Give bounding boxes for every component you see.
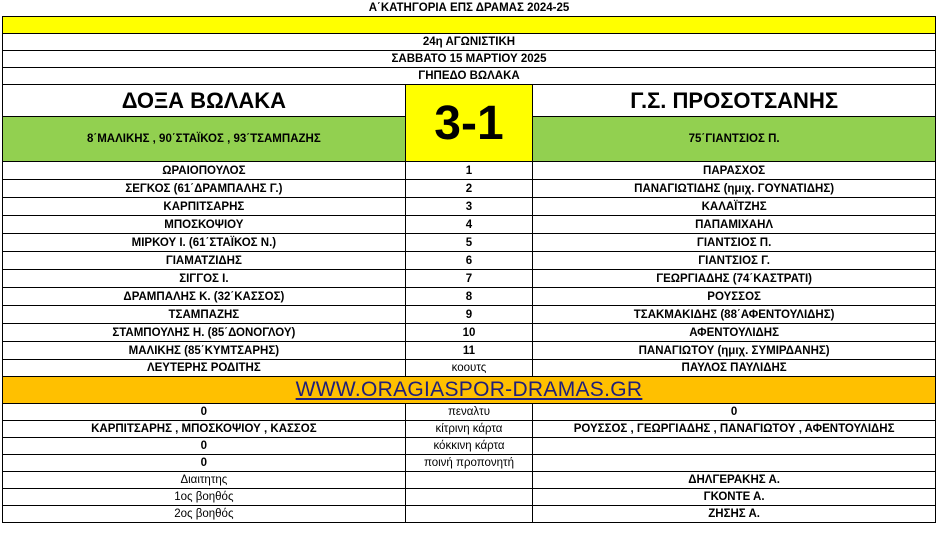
stat-label: πεναλτυ	[405, 404, 532, 421]
home-player: ΣΙΓΓΟΣ Ι.	[3, 270, 406, 288]
away-stat	[533, 438, 936, 455]
official-role: 1ος βοηθός	[3, 489, 406, 506]
yellow-band-row	[3, 17, 936, 34]
official-gap	[405, 472, 532, 489]
shirt-number: 5	[405, 234, 532, 252]
stat-label: ποινή προπονητή	[405, 455, 532, 472]
official-row	[3, 506, 936, 523]
shirt-number: 3	[405, 198, 532, 216]
shirt-number: 7	[405, 270, 532, 288]
official-gap	[405, 506, 532, 523]
away-player: ΠΑΡΑΣΧΟΣ	[533, 162, 936, 180]
away-coach: ΠΑΥΛΟΣ ΠΑΥΛΙΔΗΣ	[533, 360, 936, 377]
venue: ΓΗΠΕΔΟ ΒΩΛΑΚΑ	[3, 68, 936, 85]
away-player: ΓΙΑΝΤΣΙΟΣ Γ.	[533, 252, 936, 270]
home-stat: 0	[3, 438, 406, 455]
official-name: ΓΚΟΝΤΕ Α.	[533, 489, 936, 506]
lineup-row	[3, 180, 936, 198]
stat-row	[3, 438, 936, 455]
official-gap	[405, 489, 532, 506]
official-role: Διαιτητης	[3, 472, 406, 489]
shirt-number: 4	[405, 216, 532, 234]
lineup-row	[3, 306, 936, 324]
lineup-row	[3, 198, 936, 216]
away-player: ΠΑΝΑΓΙΩΤΙΔΗΣ (ημιχ. ΓΟΥΝΑΤΙΔΗΣ)	[533, 180, 936, 198]
shirt-number: 2	[405, 180, 532, 198]
home-player: ΜΠΟΣΚΟΨΙΟΥ	[3, 216, 406, 234]
home-player: ΔΡΑΜΠΑΛΗΣ Κ. (32΄ΚΑΣΣΟΣ)	[3, 288, 406, 306]
home-stat: 0	[3, 455, 406, 472]
home-stat: 0	[3, 404, 406, 421]
home-stat: ΚΑΡΠΙΤΣΑΡΗΣ , ΜΠΟΣΚΟΨΙΟΥ , ΚΑΣΣΟΣ	[3, 421, 406, 438]
home-player: ΩΡΑΙΟΠΟΥΛΟΣ	[3, 162, 406, 180]
shirt-number: 9	[405, 306, 532, 324]
league-title-row	[3, 0, 936, 17]
shirt-number: 11	[405, 342, 532, 360]
match-date: ΣΑΒΒΑΤΟ 15 ΜΑΡΤΙΟΥ 2025	[3, 51, 936, 68]
away-player: ΚΑΛΑΪΤΖΗΣ	[533, 198, 936, 216]
official-role: 2ος βοηθός	[3, 506, 406, 523]
home-team-name: ΔΟΞΑ ΒΩΛΑΚΑ	[3, 85, 406, 117]
away-stat	[533, 455, 936, 472]
home-player: ΜΑΛΙΚΗΣ (85΄ΚΥΜΤΣΑΡΗΣ)	[3, 342, 406, 360]
final-score: 3-1	[405, 85, 532, 162]
away-player: ΠΑΝΑΓΙΩΤΟΥ (ημιχ. ΣΥΜΙΡΔΑΝΗΣ)	[533, 342, 936, 360]
home-scorers: 8΄ΜΑΛΙΚΗΣ , 90΄ΣΤΑΪΚΟΣ , 93΄ΤΣΑΜΠΑΖΗΣ	[3, 117, 406, 162]
away-stat: ΡΟΥΣΣΟΣ , ΓΕΩΡΓΙΑΔΗΣ , ΠΑΝΑΓΙΩΤΟΥ , ΑΦΕΝΤΟΥΛΙΔΗΣ	[533, 421, 936, 438]
yellow-band	[3, 17, 936, 34]
home-player: ΓΙΑΜΑΤΖΙΔΗΣ	[3, 252, 406, 270]
lineup-row	[3, 252, 936, 270]
shirt-number: 10	[405, 324, 532, 342]
lineup-row	[3, 324, 936, 342]
official-row	[3, 489, 936, 506]
home-player: ΣΕΓΚΟΣ (61΄ΔΡΑΜΠΑΛΗΣ Γ.)	[3, 180, 406, 198]
venue-row	[3, 68, 936, 85]
shirt-number: 1	[405, 162, 532, 180]
official-row	[3, 472, 936, 489]
away-player: ΓΙΑΝΤΣΙΟΣ Π.	[533, 234, 936, 252]
shirt-number: 8	[405, 288, 532, 306]
home-player: ΤΣΑΜΠΑΖΗΣ	[3, 306, 406, 324]
stat-label: κίτρινη κάρτα	[405, 421, 532, 438]
lineup-row	[3, 216, 936, 234]
lineup-row	[3, 288, 936, 306]
away-player: ΠΑΠΑΜΙΧΑΗΛ	[533, 216, 936, 234]
stat-row	[3, 421, 936, 438]
away-player: ΓΕΩΡΓΙΑΔΗΣ (74΄ΚΑΣΤΡΑΤΙ)	[533, 270, 936, 288]
lineup-row	[3, 162, 936, 180]
away-scorers: 75΄ΓΙΑΝΤΣΙΟΣ Π.	[533, 117, 936, 162]
home-player: ΚΑΡΠΙΤΣΑΡΗΣ	[3, 198, 406, 216]
lineup-row	[3, 342, 936, 360]
away-player: ΡΟΥΣΣΟΣ	[533, 288, 936, 306]
matchday: 24η ΑΓΩΝΙΣΤΙΚΗ	[3, 34, 936, 51]
coach-label: κοουτς	[405, 360, 532, 377]
match-report-table	[2, 0, 936, 523]
official-name: ΖΗΣΗΣ Α.	[533, 506, 936, 523]
away-player: ΤΣΑΚΜΑΚΙΔΗΣ (88΄ΑΦΕΝΤΟΥΛΙΔΗΣ)	[533, 306, 936, 324]
teams-row	[3, 85, 936, 117]
home-coach: ΛΕΥΤΕΡΗΣ ΡΟΔΙΤΗΣ	[3, 360, 406, 377]
website-row	[3, 377, 936, 404]
stat-row	[3, 455, 936, 472]
home-player: ΜΙΡΚΟΥ Ι. (61΄ΣΤΑΪΚΟΣ Ν.)	[3, 234, 406, 252]
away-player: ΑΦΕΝΤΟΥΛΙΔΗΣ	[533, 324, 936, 342]
lineup-row	[3, 234, 936, 252]
lineup-row	[3, 270, 936, 288]
home-player: ΣΤΑΜΠΟΥΛΗΣ Η. (85΄ΔΟΝΟΓΛΟΥ)	[3, 324, 406, 342]
coaches-row	[3, 360, 936, 377]
website-link[interactable]: WWW.ORAGIASPOR-DRAMAS.GR	[295, 378, 643, 401]
league-title: Α΄ΚΑΤΗΓΟΡΙΑ ΕΠΣ ΔΡΑΜΑΣ 2024-25	[3, 0, 936, 17]
away-team-name: Γ.Σ. ΠΡΟΣΟΤΣΑΝΗΣ	[533, 85, 936, 117]
away-stat: 0	[533, 404, 936, 421]
official-name: ΔΗΛΓΕΡΑΚΗΣ Α.	[533, 472, 936, 489]
shirt-number: 6	[405, 252, 532, 270]
date-row	[3, 51, 936, 68]
match-report-sheet	[2, 0, 936, 523]
website-banner	[3, 377, 936, 404]
stat-row	[3, 404, 936, 421]
stat-label: κόκκινη κάρτα	[405, 438, 532, 455]
matchday-row	[3, 34, 936, 51]
